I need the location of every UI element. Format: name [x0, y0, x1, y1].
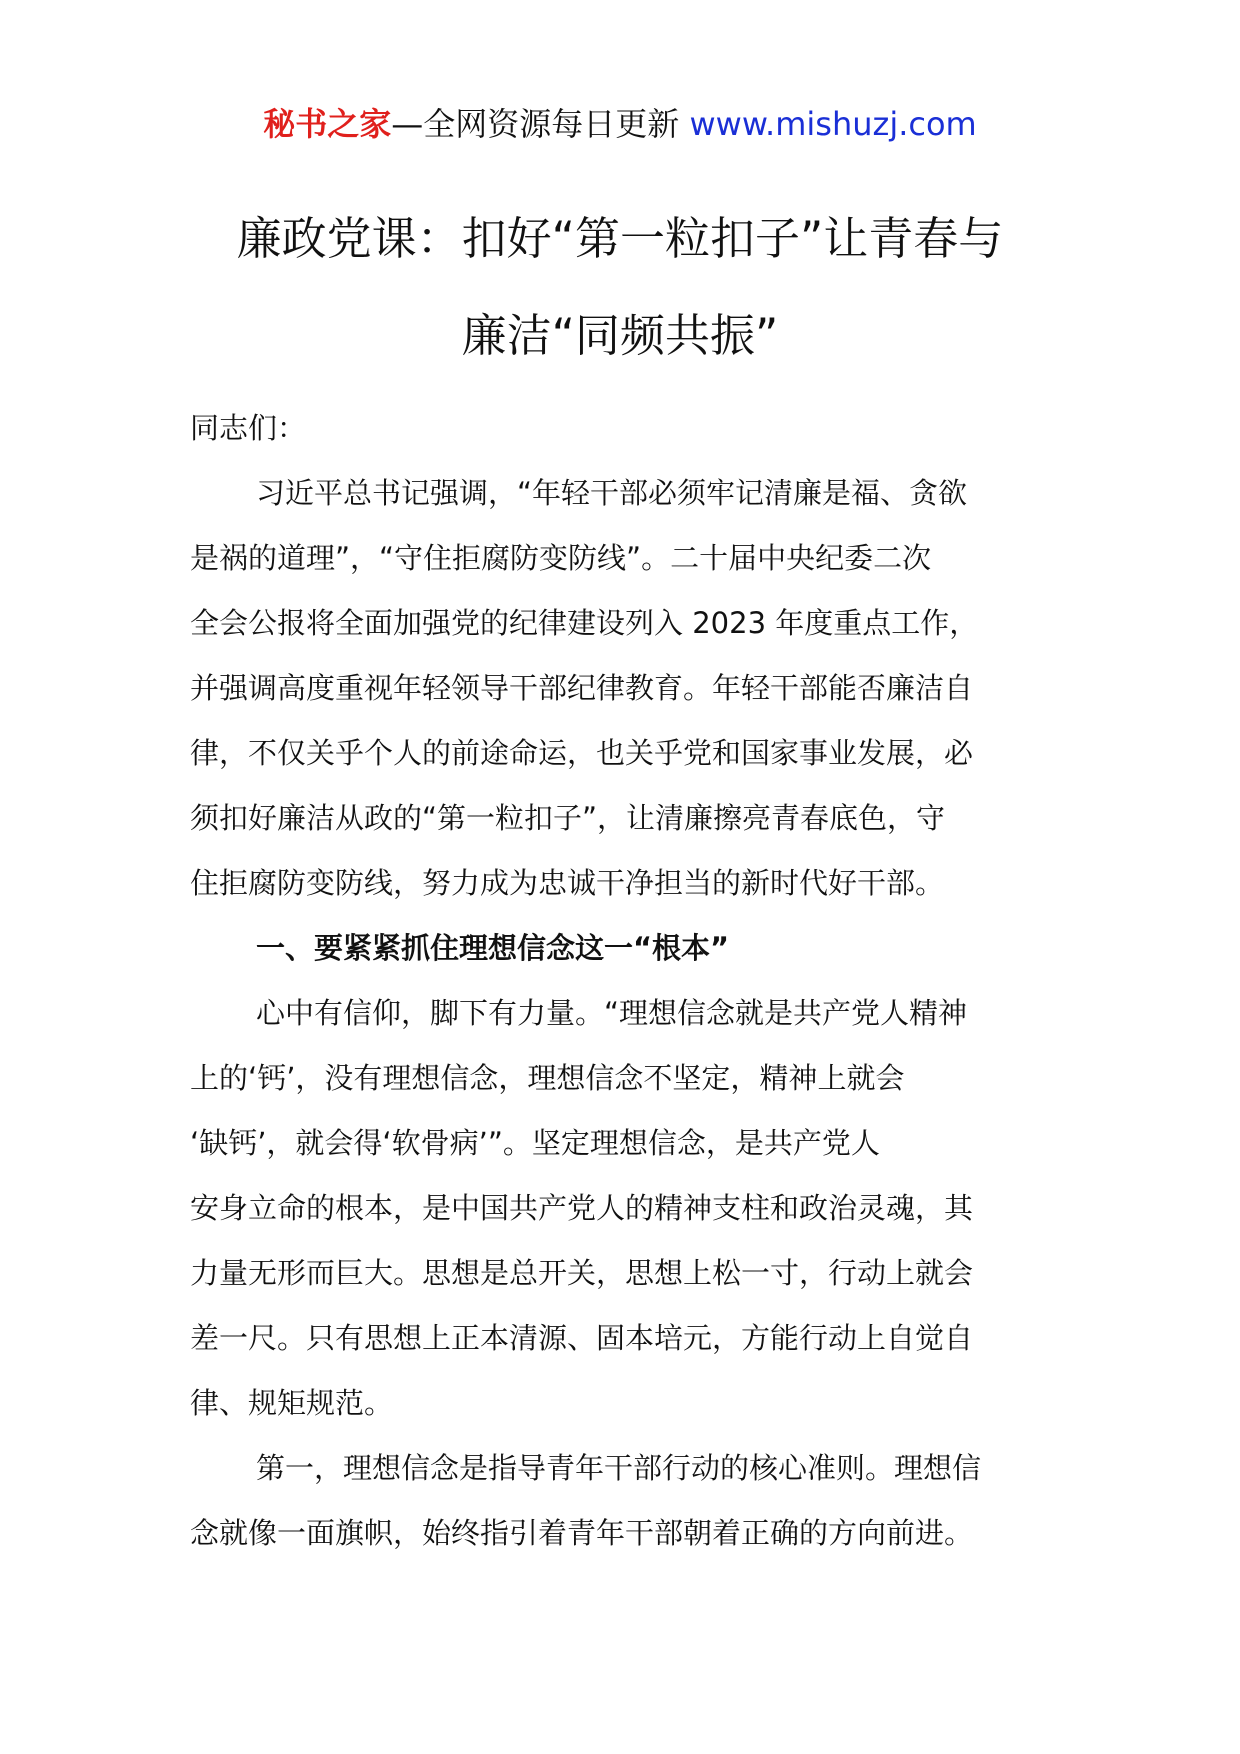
paragraph-1 — [190, 461, 1050, 916]
paragraph-line: 律、规矩规范。 — [190, 1386, 394, 1420]
paragraph-line: 并强调高度重视年轻领导干部纪律教育。年轻干部能否廉洁自 — [190, 671, 974, 705]
document-title — [150, 190, 1090, 384]
paragraph-line: 须扣好廉洁从政的“第一粒扣子”，让清廉擦亮青春底色，守 — [190, 801, 946, 835]
header-tagline: —全网资源每日更新 — [391, 105, 690, 143]
brand-name: 秘书之家 — [263, 105, 392, 143]
paragraph-line: 习近平总书记强调，“年轻干部必须牢记清廉是福、贪欲 — [256, 476, 968, 510]
title-line-2: 廉洁“同频共振” — [461, 309, 779, 362]
paragraph-3 — [190, 1436, 1050, 1566]
section-heading-1: 一、要紧紧抓住理想信念这一“根本” — [256, 931, 730, 965]
paragraph-line: 力量无形而巨大。思想是总开关，思想上松一寸，行动上就会 — [190, 1256, 974, 1290]
paragraph-2 — [190, 981, 1050, 1436]
paragraph-line: 律，不仅关乎个人的前途命运，也关乎党和国家事业发展，必 — [190, 736, 974, 770]
paragraph-line: 住拒腐防变防线，努力成为忠诚干净担当的新时代好干部。 — [190, 866, 945, 900]
paragraph-line: 差一尺。只有思想上正本清源、固本培元，方能行动上自觉自 — [190, 1321, 974, 1355]
paragraph-line: 安身立命的根本，是中国共产党人的精神支柱和政治灵魂，其 — [190, 1191, 974, 1225]
paragraph-line: 念就像一面旗帜，始终指引着青年干部朝着正确的方向前进。 — [190, 1516, 974, 1550]
title-line-1: 廉政党课：扣好“第一粒扣子”让青春与 — [236, 212, 1004, 265]
paragraph-line: ‘缺钙’，就会得‘软骨病’”。坚定理想信念，是共产党人 — [190, 1126, 880, 1160]
paragraph-line: 全会公报将全面加强党的纪律建设列入 2023 年度重点工作， — [190, 606, 979, 640]
paragraph-line: 心中有信仰，脚下有力量。“理想信念就是共产党人精神 — [256, 996, 968, 1030]
paragraph-line: 是祸的道理”，“守住拒腐防变防线”。二十届中央纪委二次 — [190, 541, 932, 575]
site-header — [0, 102, 1240, 146]
site-url-link[interactable]: www.mishuzj.com — [689, 105, 977, 143]
salutation: 同志们： — [190, 411, 307, 445]
paragraph-line: 上的‘钙’，没有理想信念，理想信念不坚定，精神上就会 — [190, 1061, 905, 1095]
document-body — [190, 396, 1050, 1566]
paragraph-line: 第一，理想信念是指导青年干部行动的核心准则。理想信 — [256, 1451, 982, 1485]
